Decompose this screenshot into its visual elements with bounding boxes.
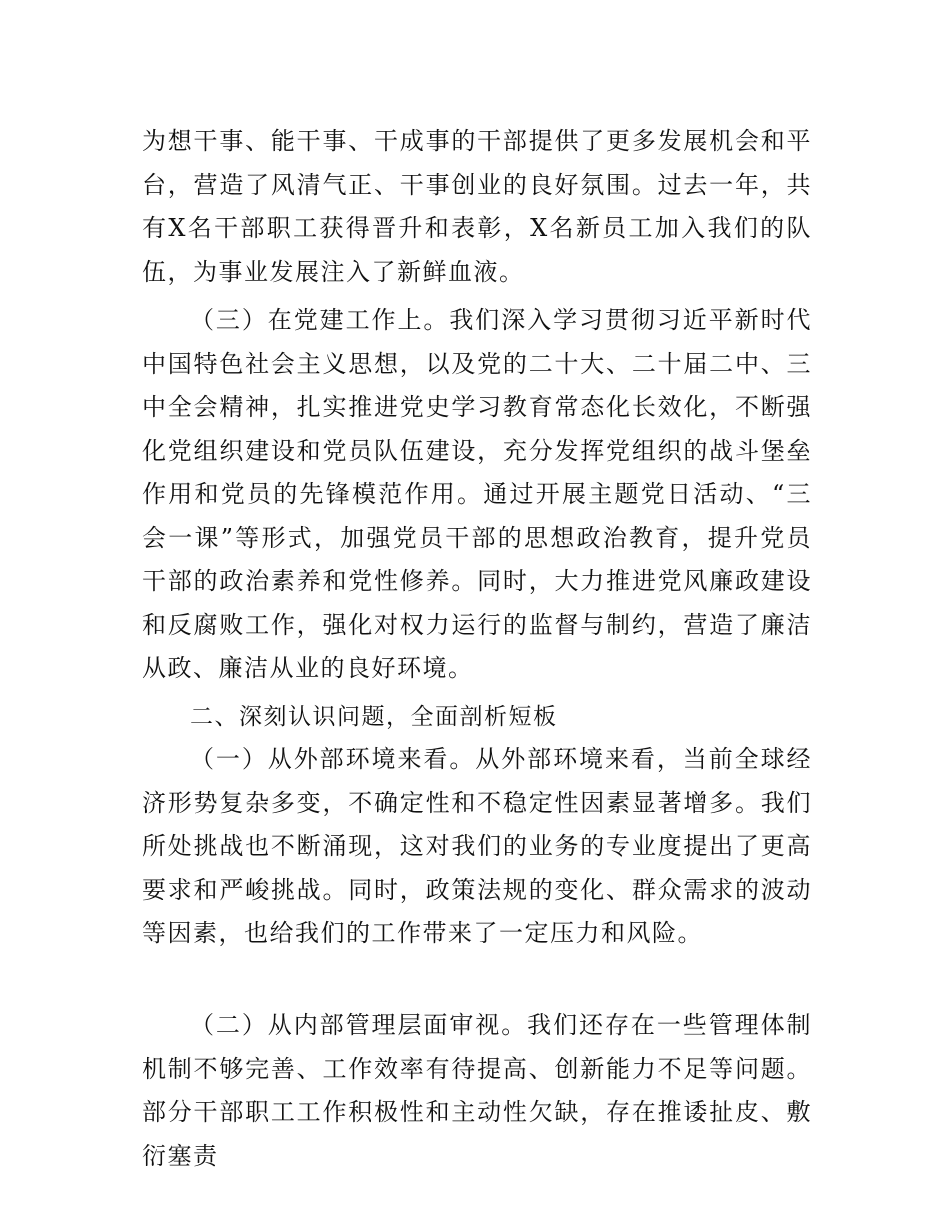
paragraph-internal-management: （二）从内部管理层面审视。我们还存在一些管理体制机制不够完善、工作效率有待提高、创新能力不足等问题。部分干部职工工作积极性和主动性欠缺，存在推诿扯皮、敷衍塞责 <box>142 1011 812 1170</box>
paragraph-external-environment: （一）从外部环境来看。从外部环境来看，当前全球经济形势复杂多变，不确定性和不稳定性因素显著增多。我们所处挑战也不断涌现，这对我们的业务的专业度提出了更高要求和严峻挑战。同时，政策法规的变化、群众需求的波动等因素，也给我们的工作带来了一定压力和风险。 <box>142 745 812 947</box>
paragraph-party-building: （三）在党建工作上。我们深入学习贯彻习近平新时代中国特色社会主义思想，以及党的二十大、二十届二中、三中全会精神，扎实推进党史学习教育常态化长效化，不断强化党组织建设和党员队伍建设，充分发挥党组织的战斗堡垒作用和党员的先锋模范作用。通过开展主题党日活动、“三会一课”等形式，加强党员干部的思想政治教育，提升党员干部的政治素养和党性修养。同时，大力推进党风廉政建设和反腐败工作，强化对权力运行的监督与制约，营造了廉洁从政、廉洁从业的良好环境。 <box>142 306 812 682</box>
section-heading-problems: 二、深刻认识问题，全面剖析短板 <box>190 704 558 730</box>
paragraph-career-development: 为想干事、能干事、干成事的干部提供了更多发展机会和平台，营造了风清气正、干事创业的良好氛围。过去一年，共有X名干部职工获得晋升和表彰，X名新员工加入我们的队伍，为事业发展注入了新鲜血液。 <box>142 127 812 286</box>
